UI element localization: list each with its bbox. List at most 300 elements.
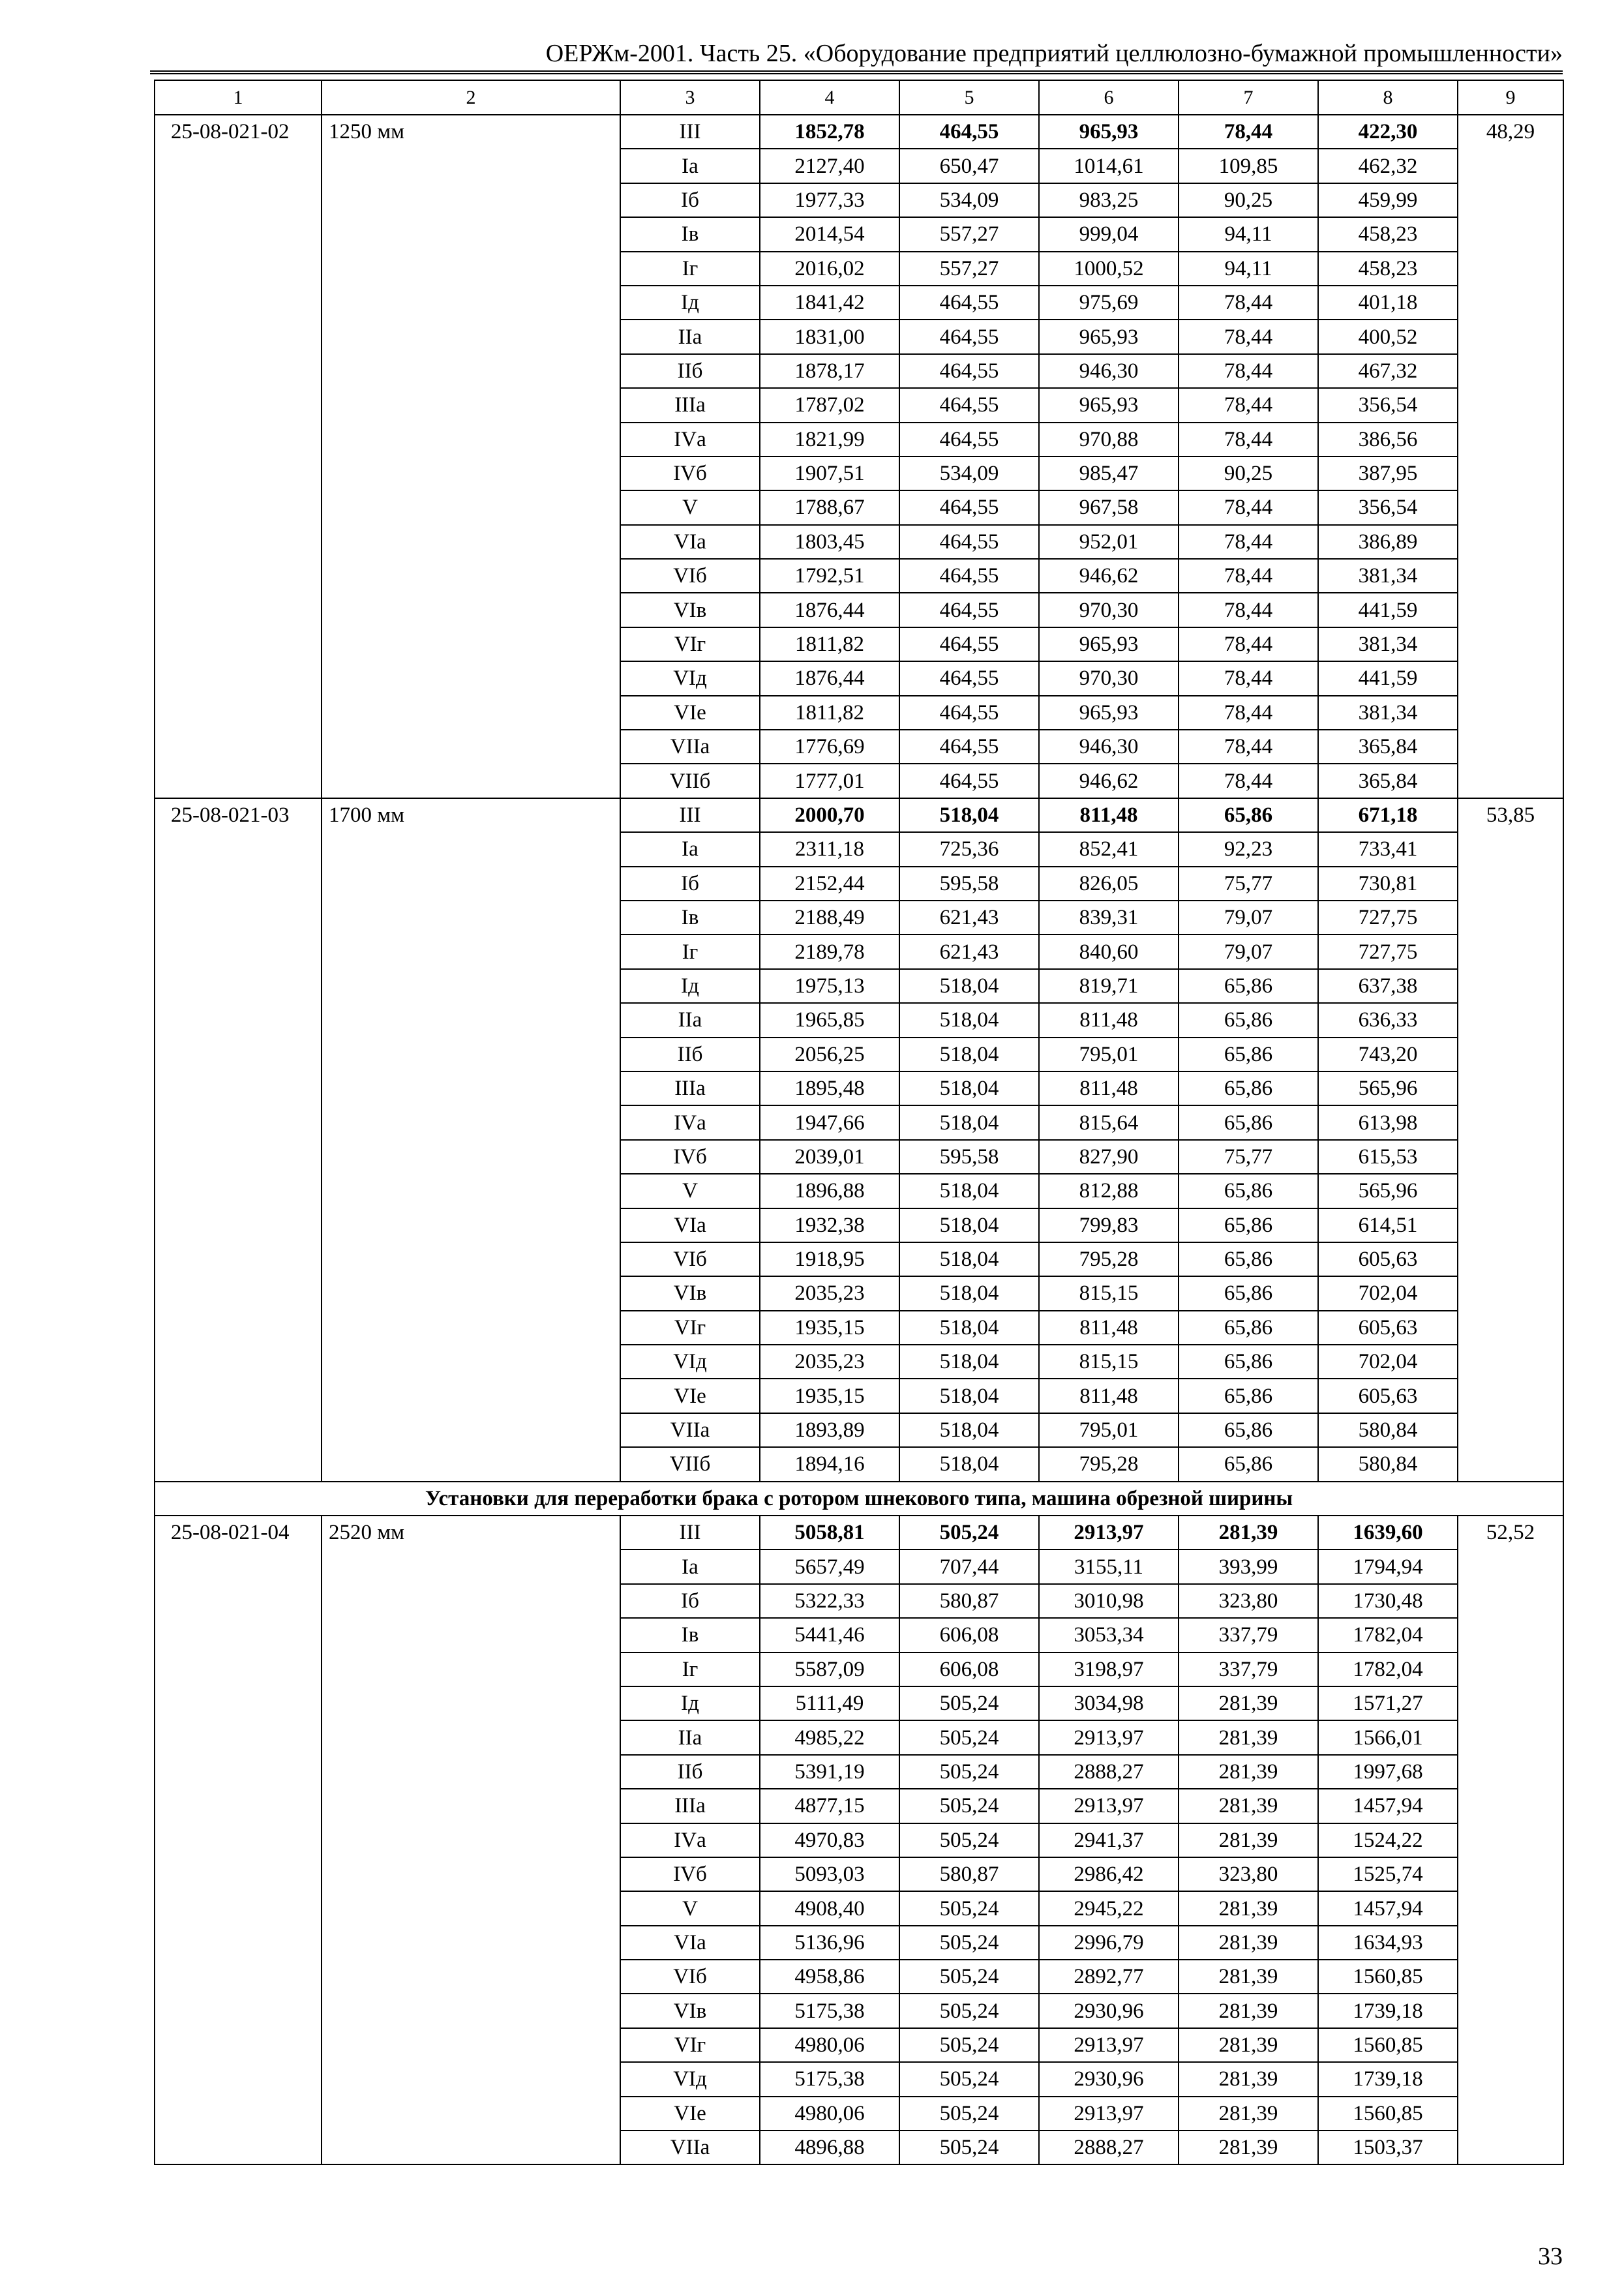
value-cell: 386,56 xyxy=(1318,423,1458,456)
value-cell: 5136,96 xyxy=(760,1926,899,1960)
value-cell: 518,04 xyxy=(899,1174,1039,1208)
value-cell: 65,86 xyxy=(1179,1447,1318,1481)
value-cell: 795,01 xyxy=(1039,1413,1179,1447)
value-cell: 595,58 xyxy=(899,1140,1039,1174)
value-cell: 281,39 xyxy=(1179,2131,1318,2164)
region-code: VIд xyxy=(620,661,760,695)
region-code: Iб xyxy=(620,867,760,901)
value-cell: 2888,27 xyxy=(1039,1755,1179,1789)
value-cell: 826,05 xyxy=(1039,867,1179,901)
value-cell: 65,86 xyxy=(1179,969,1318,1003)
value-cell: 1560,85 xyxy=(1318,1960,1458,1994)
value-cell: 94,11 xyxy=(1179,252,1318,286)
value-cell: 702,04 xyxy=(1318,1345,1458,1379)
value-cell: 636,33 xyxy=(1318,1003,1458,1037)
value-cell: 815,64 xyxy=(1039,1105,1179,1139)
value-cell: 1935,15 xyxy=(760,1379,899,1413)
value-cell: 281,39 xyxy=(1179,2097,1318,2131)
value-cell: 387,95 xyxy=(1318,456,1458,490)
value-cell: 840,60 xyxy=(1039,935,1179,968)
region-code: Iб xyxy=(620,183,760,217)
value-cell: 92,23 xyxy=(1179,832,1318,866)
value-cell: 727,75 xyxy=(1318,901,1458,935)
value-cell: 4908,40 xyxy=(760,1891,899,1925)
value-cell: 2014,54 xyxy=(760,217,899,251)
value-cell: 3010,98 xyxy=(1039,1584,1179,1618)
value-cell: 557,27 xyxy=(899,252,1039,286)
value-cell: 459,99 xyxy=(1318,183,1458,217)
value-cell: 1503,37 xyxy=(1318,2131,1458,2164)
value-cell: 505,24 xyxy=(899,2062,1039,2096)
value-cell: 386,89 xyxy=(1318,525,1458,559)
column-number: 4 xyxy=(760,80,899,115)
value-cell: 605,63 xyxy=(1318,1311,1458,1345)
value-cell: 1803,45 xyxy=(760,525,899,559)
value-cell: 464,55 xyxy=(899,354,1039,388)
value-cell: 565,96 xyxy=(1318,1174,1458,1208)
region-code: VIIб xyxy=(620,764,760,798)
value-cell: 464,55 xyxy=(899,320,1039,353)
value-cell: 1457,94 xyxy=(1318,1789,1458,1823)
value-cell: 4896,88 xyxy=(760,2131,899,2164)
region-code: IVб xyxy=(620,456,760,490)
section-heading: Установки для переработки брака с ротором шнекового типа, машина обрезной ширины xyxy=(155,1482,1563,1516)
value-cell: 799,83 xyxy=(1039,1208,1179,1242)
value-cell: 281,39 xyxy=(1179,1755,1318,1789)
value-cell: 458,23 xyxy=(1318,252,1458,286)
value-cell: 2913,97 xyxy=(1039,2028,1179,2062)
value-cell: 79,07 xyxy=(1179,901,1318,935)
value-cell: 65,86 xyxy=(1179,1071,1318,1105)
value-cell: 5175,38 xyxy=(760,2062,899,2096)
value-cell: 2189,78 xyxy=(760,935,899,968)
value-cell: 464,55 xyxy=(899,423,1039,456)
value-cell: 1831,00 xyxy=(760,320,899,353)
value-cell: 78,44 xyxy=(1179,661,1318,695)
region-code: IVб xyxy=(620,1140,760,1174)
value-cell: 970,88 xyxy=(1039,423,1179,456)
value-cell: 1907,51 xyxy=(760,456,899,490)
column-number-row xyxy=(155,80,1563,115)
value-cell: 4980,06 xyxy=(760,2097,899,2131)
value-cell: 518,04 xyxy=(899,1003,1039,1037)
column-number: 2 xyxy=(322,80,620,115)
region-code: IIб xyxy=(620,354,760,388)
page-number: 33 xyxy=(1538,2243,1563,2270)
region-code: VIв xyxy=(620,593,760,627)
region-code: VIа xyxy=(620,1926,760,1960)
value-cell: 2892,77 xyxy=(1039,1960,1179,1994)
region-code: IIIа xyxy=(620,388,760,422)
value-cell: 65,86 xyxy=(1179,1174,1318,1208)
region-code: VIIб xyxy=(620,1447,760,1481)
value-cell: 852,41 xyxy=(1039,832,1179,866)
value-cell: 1876,44 xyxy=(760,593,899,627)
region-code: IVа xyxy=(620,423,760,456)
col9-value: 48,29 xyxy=(1458,115,1563,798)
value-cell: 967,58 xyxy=(1039,490,1179,524)
region-code: VIб xyxy=(620,1960,760,1994)
column-number: 9 xyxy=(1458,80,1563,115)
region-code: VIIа xyxy=(620,2131,760,2164)
value-cell: 505,24 xyxy=(899,2028,1039,2062)
value-cell: 381,34 xyxy=(1318,696,1458,730)
region-code: VIб xyxy=(620,1242,760,1276)
value-cell: 518,04 xyxy=(899,1345,1039,1379)
value-cell: 422,30 xyxy=(1318,115,1458,149)
value-cell: 464,55 xyxy=(899,490,1039,524)
value-cell: 1932,38 xyxy=(760,1208,899,1242)
value-cell: 965,93 xyxy=(1039,388,1179,422)
rate-name: 2520 мм xyxy=(322,1516,620,2164)
value-cell: 1524,22 xyxy=(1318,1823,1458,1857)
region-code: IIа xyxy=(620,1003,760,1037)
value-cell: 2913,97 xyxy=(1039,2097,1179,2131)
value-cell: 78,44 xyxy=(1179,593,1318,627)
value-cell: 946,30 xyxy=(1039,730,1179,764)
value-cell: 4985,22 xyxy=(760,1720,899,1754)
value-cell: 637,38 xyxy=(1318,969,1458,1003)
value-cell: 1965,85 xyxy=(760,1003,899,1037)
value-cell: 671,18 xyxy=(1318,798,1458,832)
value-cell: 462,32 xyxy=(1318,149,1458,183)
value-cell: 75,77 xyxy=(1179,1140,1318,1174)
value-cell: 819,71 xyxy=(1039,969,1179,1003)
value-cell: 580,84 xyxy=(1318,1413,1458,1447)
value-cell: 464,55 xyxy=(899,764,1039,798)
value-cell: 464,55 xyxy=(899,730,1039,764)
region-code: IIб xyxy=(620,1038,760,1071)
region-code: VIе xyxy=(620,696,760,730)
value-cell: 1566,01 xyxy=(1318,1720,1458,1754)
value-cell: 505,24 xyxy=(899,1960,1039,1994)
value-cell: 281,39 xyxy=(1179,1720,1318,1754)
value-cell: 965,93 xyxy=(1039,627,1179,661)
table-row xyxy=(155,1516,1563,1549)
value-cell: 970,30 xyxy=(1039,593,1179,627)
value-cell: 1787,02 xyxy=(760,388,899,422)
value-cell: 1894,16 xyxy=(760,1447,899,1481)
value-cell: 78,44 xyxy=(1179,286,1318,320)
value-cell: 1777,01 xyxy=(760,764,899,798)
value-cell: 78,44 xyxy=(1179,490,1318,524)
region-code: Iа xyxy=(620,149,760,183)
value-cell: 1639,60 xyxy=(1318,1516,1458,1549)
value-cell: 613,98 xyxy=(1318,1105,1458,1139)
value-cell: 78,44 xyxy=(1179,730,1318,764)
region-code: Iв xyxy=(620,1618,760,1652)
value-cell: 2127,40 xyxy=(760,149,899,183)
value-cell: 2996,79 xyxy=(1039,1926,1179,1960)
value-cell: 401,18 xyxy=(1318,286,1458,320)
value-cell: 381,34 xyxy=(1318,627,1458,661)
value-cell: 557,27 xyxy=(899,217,1039,251)
value-cell: 985,47 xyxy=(1039,456,1179,490)
region-code: IIб xyxy=(620,1755,760,1789)
value-cell: 605,63 xyxy=(1318,1242,1458,1276)
value-cell: 65,86 xyxy=(1179,1413,1318,1447)
value-cell: 281,39 xyxy=(1179,1960,1318,1994)
value-cell: 733,41 xyxy=(1318,832,1458,866)
value-cell: 518,04 xyxy=(899,1379,1039,1413)
value-cell: 518,04 xyxy=(899,1208,1039,1242)
region-code: IVа xyxy=(620,1105,760,1139)
value-cell: 952,01 xyxy=(1039,525,1179,559)
value-cell: 1000,52 xyxy=(1039,252,1179,286)
rate-code: 25-08-021-03 xyxy=(155,798,322,1482)
value-cell: 5441,46 xyxy=(760,1618,899,1652)
value-cell: 815,15 xyxy=(1039,1276,1179,1310)
value-cell: 946,62 xyxy=(1039,559,1179,593)
value-cell: 2930,96 xyxy=(1039,1994,1179,2027)
region-code: VIд xyxy=(620,1345,760,1379)
value-cell: 78,44 xyxy=(1179,525,1318,559)
column-number: 1 xyxy=(155,80,322,115)
value-cell: 281,39 xyxy=(1179,1926,1318,1960)
value-cell: 75,77 xyxy=(1179,867,1318,901)
value-cell: 505,24 xyxy=(899,2097,1039,2131)
value-cell: 606,08 xyxy=(899,1653,1039,1686)
region-code: IVб xyxy=(620,1857,760,1891)
column-number: 3 xyxy=(620,80,760,115)
value-cell: 381,34 xyxy=(1318,559,1458,593)
value-cell: 518,04 xyxy=(899,1105,1039,1139)
value-cell: 78,44 xyxy=(1179,115,1318,149)
value-cell: 78,44 xyxy=(1179,388,1318,422)
region-code: VIIа xyxy=(620,1413,760,1447)
value-cell: 1788,67 xyxy=(760,490,899,524)
value-cell: 78,44 xyxy=(1179,764,1318,798)
value-cell: 518,04 xyxy=(899,798,1039,832)
value-cell: 365,84 xyxy=(1318,730,1458,764)
value-cell: 999,04 xyxy=(1039,217,1179,251)
value-cell: 65,86 xyxy=(1179,1345,1318,1379)
value-cell: 1730,48 xyxy=(1318,1584,1458,1618)
rate-code: 25-08-021-02 xyxy=(155,115,322,798)
value-cell: 518,04 xyxy=(899,1311,1039,1345)
value-cell: 323,80 xyxy=(1179,1584,1318,1618)
value-cell: 5657,49 xyxy=(760,1549,899,1583)
value-cell: 94,11 xyxy=(1179,217,1318,251)
region-code: VIд xyxy=(620,2062,760,2096)
value-cell: 580,87 xyxy=(899,1584,1039,1618)
rate-name: 1700 мм xyxy=(322,798,620,1482)
value-cell: 518,04 xyxy=(899,1242,1039,1276)
value-cell: 365,84 xyxy=(1318,764,1458,798)
value-cell: 2941,37 xyxy=(1039,1823,1179,1857)
region-code: VIе xyxy=(620,1379,760,1413)
value-cell: 65,86 xyxy=(1179,1311,1318,1345)
region-code: V xyxy=(620,1174,760,1208)
value-cell: 1571,27 xyxy=(1318,1686,1458,1720)
value-cell: 1841,42 xyxy=(760,286,899,320)
value-cell: 281,39 xyxy=(1179,1891,1318,1925)
value-cell: 65,86 xyxy=(1179,1208,1318,1242)
region-code: IIIа xyxy=(620,1071,760,1105)
value-cell: 2016,02 xyxy=(760,252,899,286)
value-cell: 505,24 xyxy=(899,2131,1039,2164)
value-cell: 464,55 xyxy=(899,388,1039,422)
value-cell: 65,86 xyxy=(1179,798,1318,832)
value-cell: 2311,18 xyxy=(760,832,899,866)
value-cell: 1893,89 xyxy=(760,1413,899,1447)
section-heading-row xyxy=(155,1482,1563,1516)
value-cell: 1821,99 xyxy=(760,423,899,456)
value-cell: 1525,74 xyxy=(1318,1857,1458,1891)
value-cell: 827,90 xyxy=(1039,1140,1179,1174)
rate-code: 25-08-021-04 xyxy=(155,1516,322,2164)
value-cell: 518,04 xyxy=(899,1038,1039,1071)
value-cell: 2035,23 xyxy=(760,1276,899,1310)
value-cell: 281,39 xyxy=(1179,1516,1318,1549)
value-cell: 281,39 xyxy=(1179,2062,1318,2096)
region-code: VIа xyxy=(620,1208,760,1242)
value-cell: 1776,69 xyxy=(760,730,899,764)
rates-table xyxy=(154,80,1564,2165)
value-cell: 1782,04 xyxy=(1318,1653,1458,1686)
region-code: V xyxy=(620,490,760,524)
value-cell: 1977,33 xyxy=(760,183,899,217)
value-cell: 65,86 xyxy=(1179,1038,1318,1071)
value-cell: 1896,88 xyxy=(760,1174,899,1208)
region-code: VIг xyxy=(620,2028,760,2062)
value-cell: 5058,81 xyxy=(760,1516,899,1549)
value-cell: 281,39 xyxy=(1179,1789,1318,1823)
value-cell: 518,04 xyxy=(899,1413,1039,1447)
value-cell: 505,24 xyxy=(899,1823,1039,1857)
value-cell: 281,39 xyxy=(1179,1686,1318,1720)
value-cell: 621,43 xyxy=(899,935,1039,968)
value-cell: 1997,68 xyxy=(1318,1755,1458,1789)
region-code: V xyxy=(620,1891,760,1925)
value-cell: 621,43 xyxy=(899,901,1039,935)
region-code: VIв xyxy=(620,1994,760,2027)
value-cell: 565,96 xyxy=(1318,1071,1458,1105)
value-cell: 5391,19 xyxy=(760,1755,899,1789)
value-cell: 615,53 xyxy=(1318,1140,1458,1174)
value-cell: 90,25 xyxy=(1179,456,1318,490)
value-cell: 1457,94 xyxy=(1318,1891,1458,1925)
value-cell: 727,75 xyxy=(1318,935,1458,968)
region-code: Iб xyxy=(620,1584,760,1618)
col9-value: 53,85 xyxy=(1458,798,1563,1482)
value-cell: 2913,97 xyxy=(1039,1516,1179,1549)
value-cell: 970,30 xyxy=(1039,661,1179,695)
value-cell: 1792,51 xyxy=(760,559,899,593)
column-number: 7 xyxy=(1179,80,1318,115)
value-cell: 1811,82 xyxy=(760,696,899,730)
value-cell: 5587,09 xyxy=(760,1653,899,1686)
value-cell: 2152,44 xyxy=(760,867,899,901)
value-cell: 965,93 xyxy=(1039,320,1179,353)
value-cell: 79,07 xyxy=(1179,935,1318,968)
region-code: VIа xyxy=(620,525,760,559)
column-number: 8 xyxy=(1318,80,1458,115)
value-cell: 518,04 xyxy=(899,1071,1039,1105)
value-cell: 730,81 xyxy=(1318,867,1458,901)
value-cell: 5111,49 xyxy=(760,1686,899,1720)
value-cell: 281,39 xyxy=(1179,1994,1318,2027)
region-code: VIб xyxy=(620,559,760,593)
value-cell: 464,55 xyxy=(899,559,1039,593)
value-cell: 2056,25 xyxy=(760,1038,899,1071)
value-cell: 518,04 xyxy=(899,1447,1039,1481)
region-code: VIIа xyxy=(620,730,760,764)
value-cell: 458,23 xyxy=(1318,217,1458,251)
value-cell: 811,48 xyxy=(1039,1379,1179,1413)
value-cell: 1560,85 xyxy=(1318,2097,1458,2131)
value-cell: 1878,17 xyxy=(760,354,899,388)
region-code: Iг xyxy=(620,935,760,968)
value-cell: 2913,97 xyxy=(1039,1789,1179,1823)
value-cell: 78,44 xyxy=(1179,354,1318,388)
value-cell: 965,93 xyxy=(1039,696,1179,730)
column-number: 6 xyxy=(1039,80,1179,115)
value-cell: 4877,15 xyxy=(760,1789,899,1823)
value-cell: 505,24 xyxy=(899,1789,1039,1823)
value-cell: 795,01 xyxy=(1039,1038,1179,1071)
region-code: Iд xyxy=(620,286,760,320)
region-code: Iг xyxy=(620,1653,760,1686)
value-cell: 464,55 xyxy=(899,661,1039,695)
value-cell: 707,44 xyxy=(899,1549,1039,1583)
value-cell: 812,88 xyxy=(1039,1174,1179,1208)
value-cell: 975,69 xyxy=(1039,286,1179,320)
value-cell: 109,85 xyxy=(1179,149,1318,183)
value-cell: 795,28 xyxy=(1039,1242,1179,1276)
value-cell: 1852,78 xyxy=(760,115,899,149)
value-cell: 3155,11 xyxy=(1039,1549,1179,1583)
value-cell: 534,09 xyxy=(899,183,1039,217)
value-cell: 505,24 xyxy=(899,1891,1039,1925)
value-cell: 2000,70 xyxy=(760,798,899,832)
value-cell: 65,86 xyxy=(1179,1276,1318,1310)
value-cell: 1876,44 xyxy=(760,661,899,695)
value-cell: 983,25 xyxy=(1039,183,1179,217)
value-cell: 2039,01 xyxy=(760,1140,899,1174)
value-cell: 281,39 xyxy=(1179,1823,1318,1857)
value-cell: 4980,06 xyxy=(760,2028,899,2062)
value-cell: 811,48 xyxy=(1039,798,1179,832)
value-cell: 2188,49 xyxy=(760,901,899,935)
value-cell: 1935,15 xyxy=(760,1311,899,1345)
region-code: Iг xyxy=(620,252,760,286)
value-cell: 534,09 xyxy=(899,456,1039,490)
value-cell: 1014,61 xyxy=(1039,149,1179,183)
region-code: Iд xyxy=(620,969,760,1003)
region-code: Iв xyxy=(620,901,760,935)
region-code: Iд xyxy=(620,1686,760,1720)
value-cell: 65,86 xyxy=(1179,1379,1318,1413)
value-cell: 811,48 xyxy=(1039,1071,1179,1105)
value-cell: 2888,27 xyxy=(1039,2131,1179,2164)
region-code: Iа xyxy=(620,1549,760,1583)
value-cell: 65,86 xyxy=(1179,1105,1318,1139)
value-cell: 2930,96 xyxy=(1039,2062,1179,2096)
table-row xyxy=(155,115,1563,149)
value-cell: 337,79 xyxy=(1179,1653,1318,1686)
value-cell: 4958,86 xyxy=(760,1960,899,1994)
value-cell: 614,51 xyxy=(1318,1208,1458,1242)
value-cell: 725,36 xyxy=(899,832,1039,866)
value-cell: 1782,04 xyxy=(1318,1618,1458,1652)
region-code: III xyxy=(620,1516,760,1549)
value-cell: 2945,22 xyxy=(1039,1891,1179,1925)
region-code: III xyxy=(620,115,760,149)
value-cell: 702,04 xyxy=(1318,1276,1458,1310)
value-cell: 606,08 xyxy=(899,1618,1039,1652)
value-cell: 464,55 xyxy=(899,115,1039,149)
